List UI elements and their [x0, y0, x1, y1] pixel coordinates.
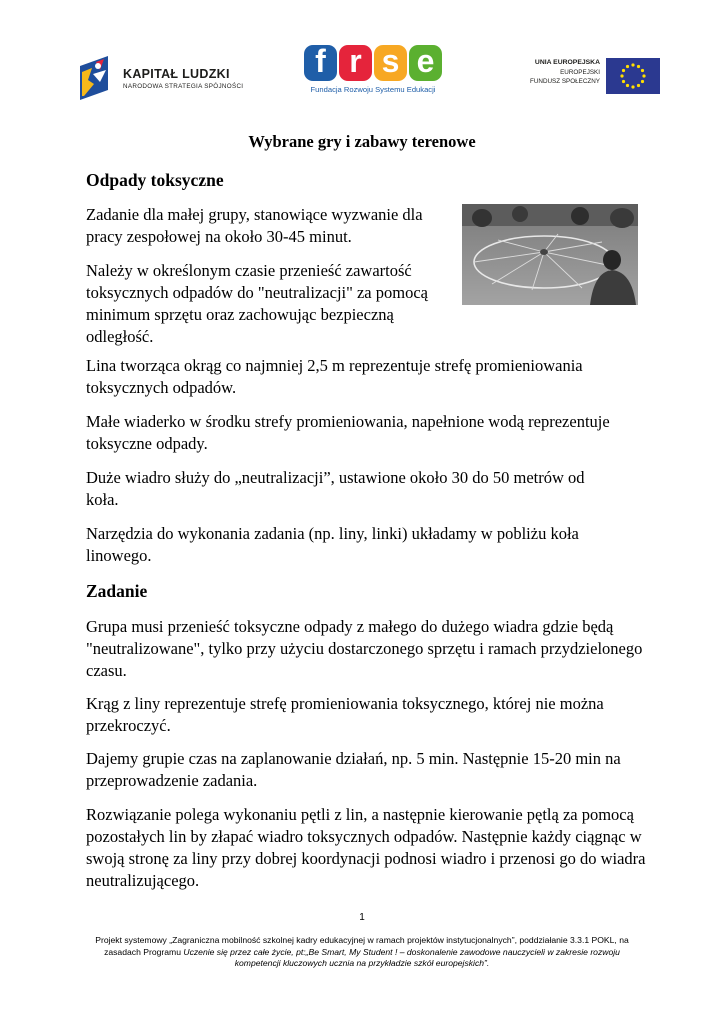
eu-line-1: UNIA EUROPEJSKA	[534, 59, 600, 66]
kapital-ludzki-title: KAPITAŁ LUDZKI	[123, 67, 230, 81]
eu-line-2: EUROPEJSKI	[560, 69, 600, 76]
footer-note	[90, 935, 634, 970]
frse-letter-e: e	[409, 45, 442, 81]
activity-photo-image	[462, 204, 638, 305]
activity-photo	[462, 204, 638, 305]
paragraph: Rozwiązanie polega wykonaniu pętli z lin, a następnie kierowanie pętlą za pomocą pozostałych lin by złapać wiadro toksycznych odpadów. Następnie każdy ciągnąc w swoją stronę za liny przy dobrej koordynacji podnosi wiadro i przenosi go do wiadra neutralizującego.	[86, 805, 646, 890]
frse-caption: Fundacja Rozwoju Systemu Edukacji	[310, 85, 436, 94]
eu-text	[530, 58, 600, 86]
page-header	[0, 0, 724, 110]
section-heading-zadanie: Zadanie	[86, 581, 148, 601]
frse-letter-f: f	[304, 45, 337, 81]
frse-letter-r: r	[339, 45, 372, 81]
section-heading-odpady: Odpady toksyczne	[86, 170, 224, 190]
eu-line-3: FUNDUSZ SPOŁECZNY	[530, 78, 600, 85]
page-number: 1	[359, 912, 365, 923]
frse-logo	[304, 45, 442, 99]
paragraph: Małe wiaderko w środku strefy promieniowania, napełnione wodą reprezentuje toksyczne odpady.	[86, 412, 610, 453]
paragraph: Dajemy grupie czas na zaplanowanie działań, np. 5 min. Następnie 15-20 min na przeprowadzenie zadania.	[86, 749, 621, 790]
paragraph: Należy w określonym czasie przenieść zawartość toksycznych odpadów do "neutralizacji" za pomocą minimum sprzętu oraz zachowując bezpieczną odległość.	[86, 261, 428, 346]
footer-text: Projekt systemowy „Zagraniczna mobilność szkolnej kadry edukacyjnej w ramach projektów instytucjonalnych”, poddziałanie 3.3.1 POKL, na zasadach Programu	[95, 935, 629, 957]
frse-letters	[304, 45, 442, 83]
eu-flag-icon	[606, 58, 660, 94]
kapital-ludzki-subtitle: NARODOWA STRATEGIA SPÓJNOŚCI	[123, 83, 244, 90]
frse-letter-s: s	[374, 45, 407, 81]
paragraph: Krąg z liny reprezentuje strefę promieniowania toksycznego, której nie można przekroczyć.	[86, 694, 604, 735]
kapital-ludzki-logo	[78, 50, 263, 102]
paragraph: Duże wiadro służy do „neutralizacji”, ustawione około 30 do 50 metrów od koła.	[86, 468, 585, 509]
paragraph: Narzędzia do wykonania zadania (np. liny, linki) układamy w pobliżu koła linowego.	[86, 524, 579, 565]
paragraph: Zadanie dla małej grupy, stanowiące wyzwanie dla pracy zespołowej na około 30-45 minut.	[86, 205, 423, 246]
paragraph: Lina tworząca okrąg co najmniej 2,5 m reprezentuje strefę promieniowania toksycznych odpadów.	[86, 356, 583, 397]
paragraph: Grupa musi przenieść toksyczne odpady z małego do dużego wiadra gdzie będą "neutralizowane", tylko przy użyciu dostarczonego sprzętu i ramach przydzielonego czasu.	[86, 617, 643, 680]
eu-logo	[520, 58, 660, 94]
document-title: Wybrane gry i zabawy terenowe	[248, 132, 476, 151]
footer-text-italic: Uczenie się przez całe życie, pt:„Be Smart, My Student ! – doskonalenie zawodowe nauczycieli w zakresie rozwoju kompetencji kluczowych ucznia na przykładzie szkół europejskich”.	[183, 946, 620, 968]
kapital-ludzki-emblem-icon	[78, 50, 114, 102]
